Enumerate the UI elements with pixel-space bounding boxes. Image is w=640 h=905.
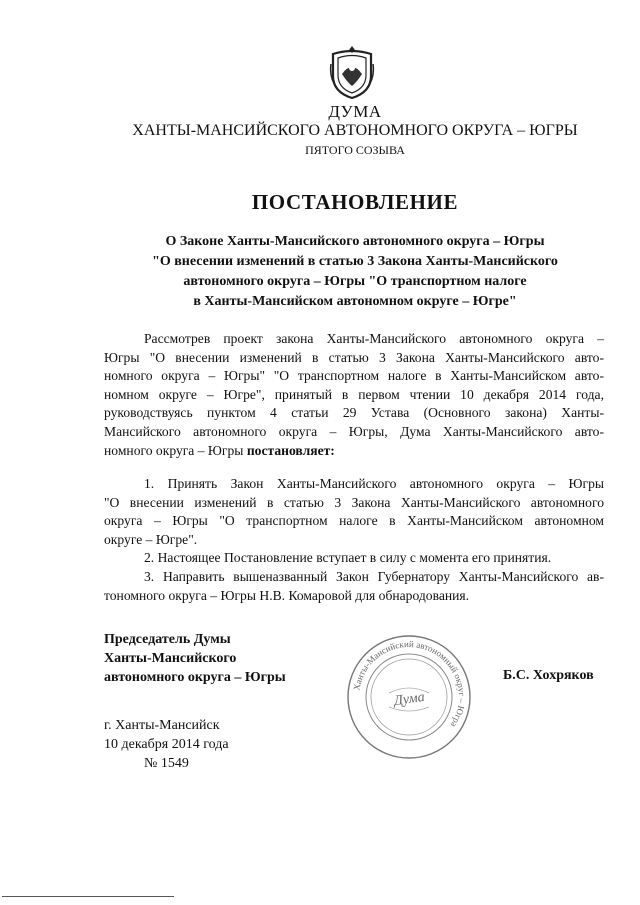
decree-items — [104, 475, 604, 605]
document-place-date — [104, 716, 229, 773]
coat-of-arms-emblem — [329, 44, 375, 100]
preamble-line: Рассмотрев проект закона Ханты-Мансийского автономного округа – — [144, 331, 604, 346]
subject-line: "О внесении изменений в статью 3 Закона Ханты-Мансийского — [152, 254, 558, 269]
preamble-line: руководствуясь пунктом 4 статьи 29 Устава (Основного закона) Ханты- — [104, 405, 604, 421]
signatory-title-line: Ханты-Мансийского — [104, 651, 237, 666]
signatory-title-line: автономного округа – Югры — [104, 670, 286, 685]
item-line: округе – Югре". — [104, 531, 198, 547]
item-line: "О внесении изменений в статью 3 Закона Ханты-Мансийского автономного — [104, 494, 604, 510]
item-line: тономного округа – Югры Н.В. Комаровой для обнародования. — [104, 587, 470, 603]
signatory-name: Б.С. Хохряков — [503, 668, 594, 683]
subject-line: в Ханты-Мансийском автономном округе – Югре" — [193, 294, 517, 309]
seal-center-text: Дума — [393, 689, 426, 710]
preamble-last-line — [104, 442, 604, 461]
document-type-title: ПОСТАНОВЛЕНИЕ — [251, 190, 459, 214]
official-seal-stamp — [345, 633, 473, 761]
place: г. Ханты-Мансийск — [104, 718, 220, 733]
signatory-title-line: Председатель Думы — [104, 632, 231, 647]
issuer-region: ХАНТЫ-МАНСИЙСКОГО АВТОНОМНОГО ОКРУГА – ЮГРЫ — [132, 122, 578, 139]
item-line: 1. Принять Закон Ханты-Мансийского автономного округа – Югры — [144, 476, 604, 491]
preamble-line: Югры "О внесении изменений в статью 3 Закона Ханты-Мансийского авто- — [104, 349, 604, 365]
subject-line: О Законе Ханты-Мансийского автономного округа – Югры — [165, 234, 545, 249]
preamble-paragraph — [104, 330, 604, 460]
date: 10 декабря 2014 года — [104, 737, 229, 752]
seal-ring-text: Ханты-Мансийский автономный округ – Югра — [351, 638, 468, 730]
document-subject — [0, 232, 640, 312]
footer-divider — [2, 896, 174, 897]
decree-word: постановляет: — [246, 442, 335, 458]
item-line: 3. Направить вышеназванный Закон Губернатору Ханты-Мансийского ав- — [144, 568, 604, 584]
subject-line: автономного округа – Югры "О транспортном налоге — [183, 274, 527, 289]
preamble-line: номного округа – Югры — [104, 442, 244, 458]
preamble-line: Мансийского автономного округа – Югры, Дума Ханты-Мансийского авто- — [104, 423, 604, 439]
document-number: № 1549 — [144, 756, 189, 771]
item-line: округа – Югры "О транспортном налоге в Ханты-Мансийском автономном — [104, 513, 604, 529]
signatory-title — [104, 630, 286, 687]
convocation: ПЯТОГО СОЗЫВА — [305, 143, 405, 157]
preamble-line: номном округе – Югре", принятый в первом чтении 10 декабря 2014 года, — [104, 386, 604, 402]
item-line: 2. Настоящее Постановление вступает в силу с момента его принятия. — [144, 550, 552, 566]
preamble-line: номного округа – Югры" "О транспортном налоге в Ханты-Мансийском авто- — [104, 368, 604, 384]
issuer-name: ДУМА — [328, 102, 382, 121]
